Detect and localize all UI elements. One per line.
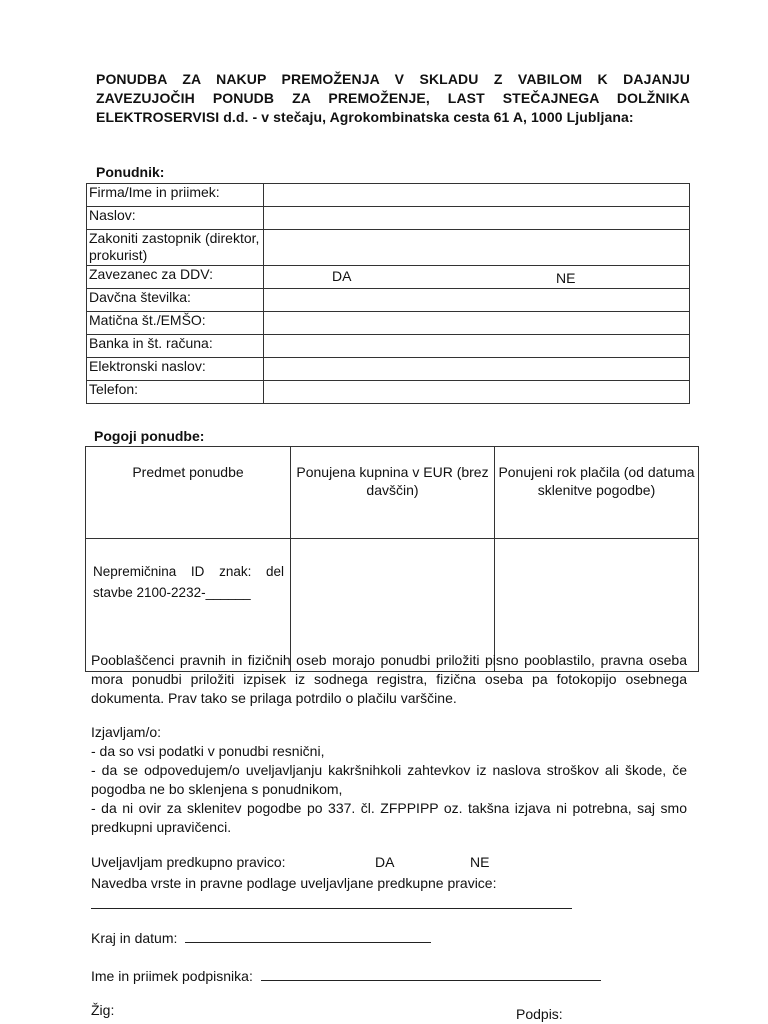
ddv-no-option[interactable]: NE (556, 270, 576, 286)
preemption-basis-label: Navedba vrste in pravne podlage uveljavljane predkupne pravice: (91, 875, 497, 891)
offeror-table (86, 183, 690, 404)
offeror-row-value[interactable] (264, 184, 690, 207)
offeror-section-label: Ponudnik: (96, 164, 165, 180)
offeror-row-value[interactable] (264, 312, 690, 335)
offeror-row-label: Zavezanec za DDV: (87, 266, 264, 289)
document-title: PONUDBA ZA NAKUP PREMOŽENJA V SKLADU Z VABILOM K DAJANJU ZAVEZUJOČIH PONUDB ZA PREMOŽENJE, LAST STEČAJNEGA DOLŽNIKA ELEKTROSERVISI d.d. - v stečaju, Agrokombinatska cesta 61 A, 1000 Ljubljana: (96, 71, 690, 125)
signer-label: Ime in priimek podpisnika: (91, 968, 253, 984)
offeror-row-label: Davčna številka: (87, 289, 264, 312)
offeror-row-label: Matična št./EMŠO: (87, 312, 264, 335)
offeror-row (87, 381, 690, 404)
offeror-row-label: Banka in št. računa: (87, 335, 264, 358)
offeror-row-label: Zakoniti zastopnik (direktor, prokurist) (87, 230, 264, 266)
offeror-row (87, 358, 690, 381)
declaration-item: - da ni ovir za sklenitev pogodbe po 337. čl. ZFPPIPP oz. takšna izjava ni potrebna, saj smo predkupni upravičenci. (91, 800, 687, 835)
preemption-no-option[interactable]: NE (470, 854, 490, 870)
place-date-line[interactable] (185, 928, 431, 943)
ddv-yes-option[interactable]: DA (332, 268, 352, 284)
terms-section-label: Pogoji ponudbe: (94, 428, 205, 444)
offeror-row (87, 335, 690, 358)
signer-row (91, 966, 601, 985)
preemption-basis-line[interactable] (91, 908, 572, 909)
offeror-row (87, 207, 690, 230)
terms-header-row (86, 447, 699, 539)
sign-label: Podpis: (516, 1006, 563, 1022)
offeror-row-value[interactable] (264, 358, 690, 381)
offeror-row-value[interactable] (264, 381, 690, 404)
terms-header-price: Ponujena kupnina v EUR (brez davščin) (291, 447, 495, 539)
offeror-row (87, 312, 690, 335)
attachments-notice: Pooblaščenci pravnih in fizičnih oseb morajo ponudbi priložiti pisno pooblastilo, pravna oseba mora ponudbi priložiti izpisek iz sodnega registra, fizična oseba pa fotokopijo osebnega dokumenta. Prav tako se prilaga potrdilo o plačilu varščine. (91, 652, 687, 706)
declarations-list (91, 742, 687, 837)
offeror-row (87, 230, 690, 266)
offeror-row-label: Telefon: (87, 381, 264, 404)
place-date-label: Kraj in datum: (91, 930, 178, 946)
stamp-label: Žig: (91, 1002, 115, 1018)
offeror-row (87, 289, 690, 312)
declaration-item: - da so vsi podatki v ponudbi resnični, (91, 743, 325, 759)
ddv-choice-cell (264, 266, 690, 289)
preemption-row (91, 853, 490, 871)
offeror-row-value[interactable] (264, 207, 690, 230)
declaration-item: - da se odpovedujem/o uveljavljanju kakršnihkoli zahtevkov iz naslova stroškov ali škode, če pogodba ne bo sklenjena s ponudnikom, (91, 762, 687, 797)
terms-subject-cell: Nepremičnina ID znak: del stavbe 2100-2232-______ (86, 539, 291, 672)
preemption-yes-option[interactable]: DA (375, 854, 395, 870)
signer-line[interactable] (261, 966, 601, 981)
offeror-row (87, 184, 690, 207)
offeror-row (87, 266, 690, 289)
preemption-label: Uveljavljam predkupno pravico: (91, 854, 286, 870)
offeror-row-value[interactable] (264, 335, 690, 358)
terms-header-deadline: Ponujeni rok plačila (od datuma sklenitve pogodbe) (495, 447, 699, 539)
place-date-row (91, 928, 431, 947)
terms-header-subject: Predmet ponudbe (86, 447, 291, 539)
offeror-row-label: Naslov: (87, 207, 264, 230)
offeror-row-value[interactable] (264, 230, 690, 266)
terms-table (85, 446, 699, 672)
offeror-row-label: Firma/Ime in priimek: (87, 184, 264, 207)
offeror-row-value[interactable] (264, 289, 690, 312)
declarations-intro: Izjavljam/o: (91, 724, 162, 740)
offeror-row-label: Elektronski naslov: (87, 358, 264, 381)
